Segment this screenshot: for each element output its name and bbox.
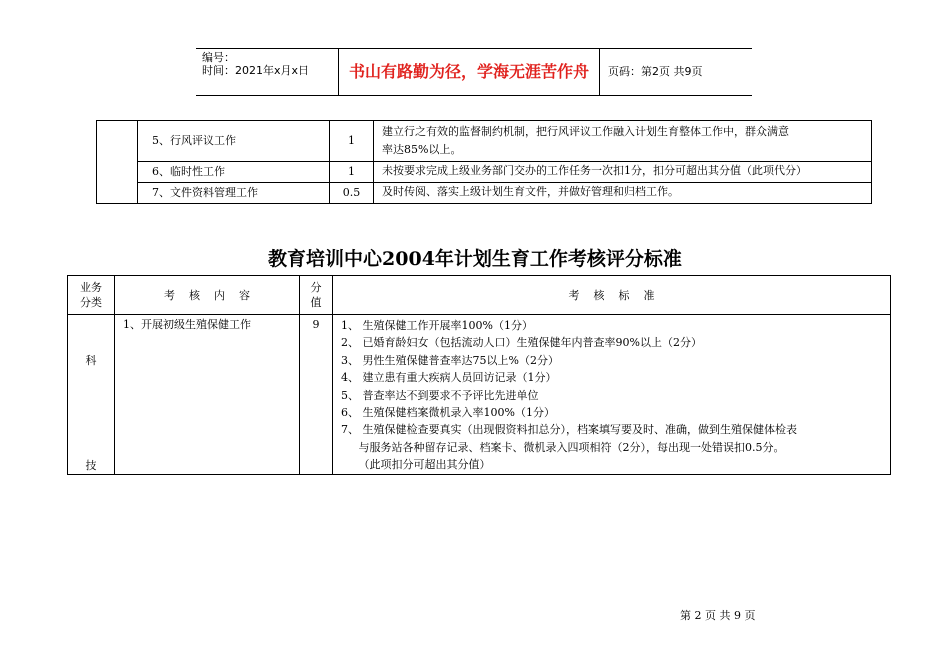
standard-cell — [333, 315, 891, 475]
table-row — [68, 315, 891, 475]
standard-line: 3、 男性生殖保健普查率达75以上%（2分） — [341, 353, 559, 367]
item-cell: 5、行风评议工作 — [138, 121, 330, 162]
score-header-line: 值 — [310, 296, 322, 309]
category-header — [68, 276, 115, 315]
category-header-line: 分类 — [80, 296, 102, 309]
category-char: 科 — [85, 354, 97, 367]
standard-line: 5、 普查率达不到要求不予评比先进单位 — [341, 388, 539, 402]
standard-line: 4、 建立患有重大疾病人员回访记录（1分） — [341, 371, 557, 385]
time-label: 时间：2021年x月x日 — [202, 64, 310, 77]
standard-line: 与服务站各种留存记录、档案卡、微机录入四项相符（2分），每出现一处错误扣0.5分。 — [341, 440, 785, 454]
standard-line: 率达85%以上。 — [382, 143, 462, 156]
standard-header: 考 核 标 准 — [333, 276, 891, 315]
score-cell: 1 — [330, 162, 374, 183]
item-cell: 6、临时性工作 — [138, 162, 330, 183]
page-footer: 第 2 页 共 9 页 — [680, 609, 756, 622]
category-cell — [68, 315, 115, 475]
score-cell: 9 — [300, 315, 333, 475]
standard-line: 建立行之有效的监督制约机制，把行风评议工作融入计划生育整体工作中，群众满意 — [382, 125, 789, 138]
score-cell: 1 — [330, 121, 374, 162]
blank-cell — [97, 121, 138, 204]
standard-line: 1、 生殖保健工作开展率100%（1分） — [341, 319, 533, 332]
content-header: 考 核 内 容 — [115, 276, 300, 315]
score-header — [300, 276, 333, 315]
number-label: 编号： — [202, 51, 235, 64]
standard-cell: 未按要求完成上级业务部门交办的工作任务一次扣1分，扣分可超出其分值（此项代分） — [374, 162, 872, 183]
page-header — [196, 48, 752, 96]
standard-line: 2、 已婚育龄妇女（包括流动人口）生殖保健年内普查率90%以上（2分） — [341, 336, 702, 350]
standard-line: （此项扣分可超出其分值） — [341, 458, 491, 472]
document-title: 教育培训中心2004年计划生育工作考核评分标准 — [268, 248, 682, 270]
table-row — [97, 121, 872, 162]
score-header-line: 分 — [310, 281, 322, 294]
standard-cell: 及时传阅、落实上级计划生育文件，并做好管理和归档工作。 — [374, 183, 872, 204]
table-row — [97, 162, 872, 183]
table-header-row — [68, 276, 891, 315]
standard-cell — [374, 121, 872, 162]
table-row — [97, 183, 872, 204]
evaluation-table — [67, 275, 891, 475]
content-cell: 1、开展初级生殖保健工作 — [115, 315, 300, 475]
item-cell: 7、文件资料管理工作 — [138, 183, 330, 204]
page-indicator: 页码：第2页 共9页 — [608, 65, 703, 78]
standard-line: 6、 生殖保健档案微机录入率100%（1分） — [341, 406, 555, 420]
standard-line: 7、 生殖保健检查要真实（出现假资料扣总分），档案填写要及时、准确，做到生殖保健体检表 — [341, 423, 797, 437]
category-char: 技 — [85, 459, 97, 472]
score-cell: 0.5 — [330, 183, 374, 204]
header-meta — [196, 49, 338, 95]
previous-table — [96, 120, 872, 204]
category-header-line: 业务 — [80, 281, 102, 294]
motto: 书山有路勤为径，学海无涯苦作舟 — [338, 49, 600, 95]
